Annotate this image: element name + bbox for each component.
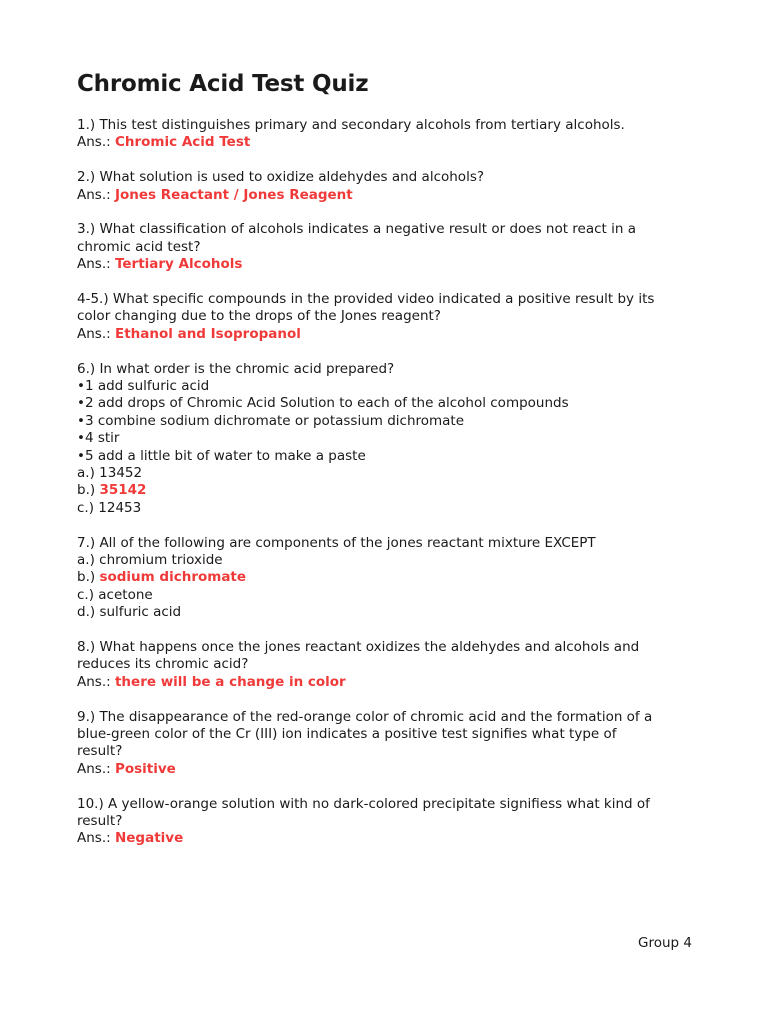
question-block bbox=[77, 291, 657, 343]
question-text-line: •5 add a little bit of water to make a paste bbox=[77, 447, 366, 464]
footer-group-label: Group 4 bbox=[638, 935, 692, 951]
option-label: d.) bbox=[77, 604, 96, 621]
quiz-page bbox=[77, 70, 657, 865]
answer-line bbox=[77, 830, 657, 847]
question-text-line: blue-green color of the Cr (III) ion indicates a positive test signifies what type of bbox=[77, 726, 617, 742]
question-block bbox=[77, 361, 657, 518]
option-label: c.) bbox=[77, 586, 94, 603]
answer-text: Negative bbox=[114, 830, 184, 847]
answer-option bbox=[77, 569, 657, 586]
question-text-line: color changing due to the drops of the Jones reagent? bbox=[77, 308, 441, 325]
answer-text: Positive bbox=[114, 760, 176, 777]
option-label: b.) bbox=[77, 569, 96, 586]
question-text: 8.) What happens once the jones reactant oxidizes the aldehydes and alcohols and bbox=[77, 638, 640, 655]
answer-option bbox=[77, 500, 657, 517]
answer-text: Ethanol and Isopropanol bbox=[114, 325, 301, 342]
option-label: a.) bbox=[77, 464, 95, 481]
answer-line bbox=[77, 326, 657, 343]
answer-option bbox=[77, 465, 657, 482]
option-label: a.) bbox=[77, 551, 95, 568]
option-text: acetone bbox=[98, 586, 153, 603]
answer-option bbox=[77, 482, 657, 499]
answer-prefix: Ans.: bbox=[77, 256, 111, 273]
answer-prefix: Ans.: bbox=[77, 325, 111, 342]
answer-option bbox=[77, 604, 657, 621]
question-text: 3.) What classification of alcohols indicates a negative result or does not react in a bbox=[77, 221, 637, 238]
answer-prefix: Ans.: bbox=[77, 134, 111, 151]
question-text-line: •3 combine sodium dichromate or potassium dichromate bbox=[77, 412, 465, 429]
question-text: 2.) What solution is used to oxidize aldehydes and alcohols? bbox=[77, 169, 485, 186]
answer-option bbox=[77, 552, 657, 569]
page-title: Chromic Acid Test Quiz bbox=[77, 71, 369, 97]
answer-prefix: Ans.: bbox=[77, 760, 111, 777]
question-text: 9.) The disappearance of the red-orange color of chromic acid and the formation of a bbox=[77, 708, 653, 725]
question-text: 6.) In what order is the chromic acid prepared? bbox=[77, 360, 395, 377]
answer-prefix: Ans.: bbox=[77, 186, 111, 203]
question-block bbox=[77, 117, 657, 152]
question-text-line: •1 add sulfuric acid bbox=[77, 377, 210, 394]
correct-option-text: 35142 bbox=[99, 482, 147, 499]
question-block bbox=[77, 796, 657, 848]
question-block bbox=[77, 169, 657, 204]
answer-text: there will be a change in color bbox=[114, 673, 346, 690]
answer-text: Tertiary Alcohols bbox=[114, 256, 243, 273]
question-block bbox=[77, 221, 657, 273]
question-text-line: result? bbox=[77, 813, 123, 830]
question-text-line: chromic acid test? bbox=[77, 238, 201, 255]
question-text-line: •2 add drops of Chromic Acid Solution to each of the alcohol compounds bbox=[77, 395, 569, 412]
option-text: 12453 bbox=[98, 499, 142, 516]
question-text-line: reduces its chromic acid? bbox=[77, 656, 249, 673]
answer-line bbox=[77, 761, 657, 778]
answer-text: Chromic Acid Test bbox=[114, 134, 251, 151]
question-text: 4-5.) What specific compounds in the provided video indicated a positive result by its bbox=[77, 290, 655, 307]
question-list bbox=[77, 117, 657, 848]
option-label: b.) bbox=[77, 482, 96, 499]
answer-line bbox=[77, 187, 657, 204]
question-text: 7.) All of the following are components of the jones reactant mixture EXCEPT bbox=[77, 534, 596, 551]
option-text: chromium trioxide bbox=[99, 551, 223, 568]
question-block bbox=[77, 709, 657, 779]
option-text: 13452 bbox=[99, 464, 143, 481]
answer-option bbox=[77, 587, 657, 604]
answer-line bbox=[77, 674, 657, 691]
answer-prefix: Ans.: bbox=[77, 673, 111, 690]
question-text: 1.) This test distinguishes primary and secondary alcohols from tertiary alcohols. bbox=[77, 116, 625, 133]
question-block bbox=[77, 639, 657, 691]
question-text-line: result? bbox=[77, 743, 123, 760]
question-block bbox=[77, 535, 657, 622]
answer-line bbox=[77, 134, 657, 151]
question-text: 10.) A yellow-orange solution with no dark-colored precipitate signifiess what kind of bbox=[77, 795, 650, 812]
option-text: sulfuric acid bbox=[99, 604, 182, 621]
option-label: c.) bbox=[77, 499, 94, 516]
answer-text: Jones Reactant / Jones Reagent bbox=[114, 186, 353, 203]
question-text-line: •4 stir bbox=[77, 430, 120, 447]
answer-line bbox=[77, 256, 657, 273]
correct-option-text: sodium dichromate bbox=[99, 569, 247, 586]
answer-prefix: Ans.: bbox=[77, 830, 111, 847]
